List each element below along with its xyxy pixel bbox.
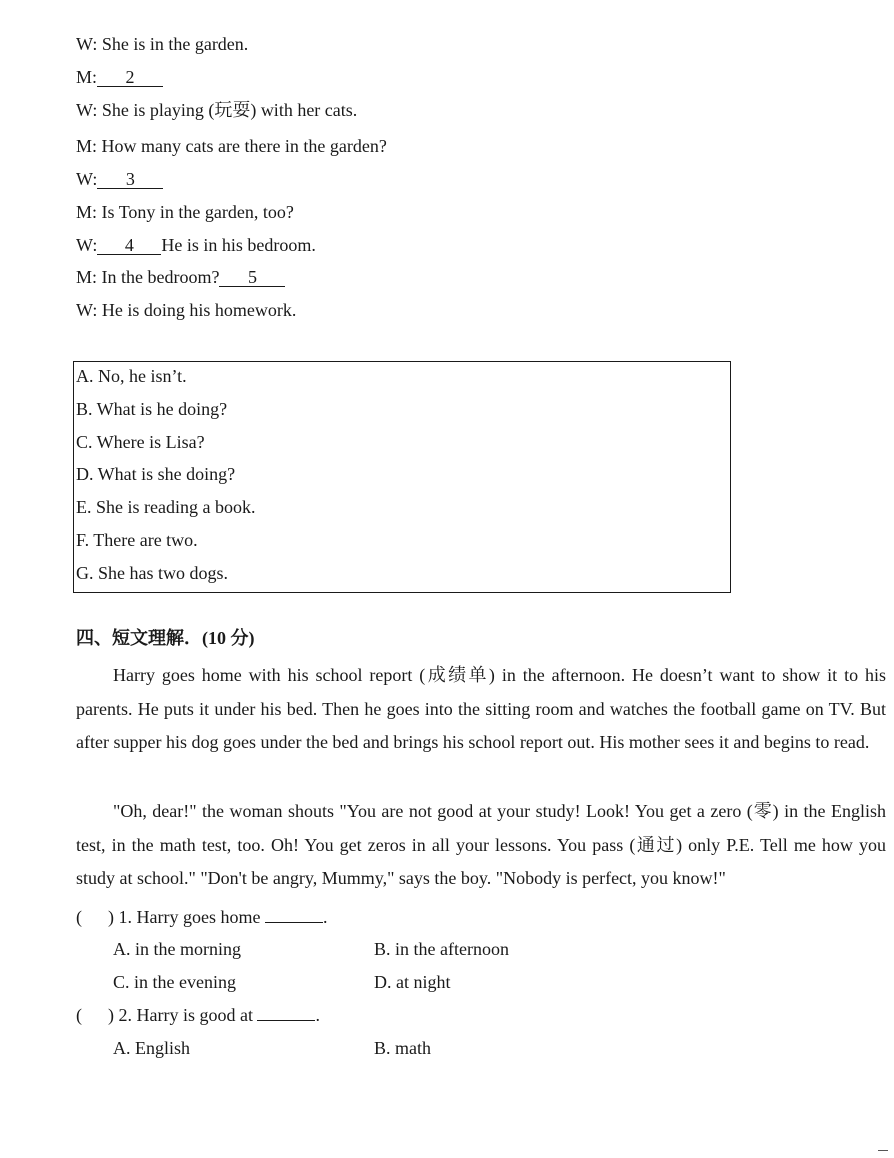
answer-paren-open: ( xyxy=(76,907,82,927)
option-b: B. What is he doing? xyxy=(76,399,228,419)
q2-choice-b[interactable]: B. math xyxy=(374,1038,431,1058)
answer-paren-close: ) xyxy=(108,907,114,927)
q1-choice-b[interactable]: B. in the afternoon xyxy=(374,939,509,959)
dialogue-line-8 xyxy=(76,267,285,287)
section-title: 四、短文理解．(10 分) xyxy=(76,628,255,648)
q1-choice-a[interactable]: A. in the morning xyxy=(113,939,241,959)
q2-choice-a[interactable]: A. English xyxy=(113,1038,191,1058)
answer-paren-open: ( xyxy=(76,1005,82,1025)
dialogue-line-9 xyxy=(76,300,296,320)
line-text: She is playing (玩耍) with her cats. xyxy=(97,100,358,120)
passage-paragraph-1: Harry goes home with his school report (成绩单) in the afternoon. He doesn’t want to show it to his parents. He puts it under his bed. Then he goes into the sitting room and watches the football game on TV. But after supper his dog goes under the bed and brings his school report out. His mother sees it and begins to read. xyxy=(76,665,886,752)
speaker: W: xyxy=(76,300,98,320)
question-stem: 2. Harry is good at xyxy=(114,1005,258,1025)
speaker: W: xyxy=(76,34,98,54)
line-text: She is in the garden. xyxy=(97,34,249,54)
question-1 xyxy=(76,906,327,928)
speaker: M: xyxy=(76,136,98,156)
speaker: W: xyxy=(76,235,98,255)
q1-choice-d[interactable]: D. at night xyxy=(374,972,451,992)
question-end: . xyxy=(315,1005,320,1025)
answer-blank-3[interactable]: 3 xyxy=(97,170,163,189)
question-end: . xyxy=(322,907,328,927)
dialogue-line-5 xyxy=(76,169,163,189)
answer-blank-2[interactable]: 2 xyxy=(97,68,163,87)
dialogue-line-3 xyxy=(76,100,357,120)
line-text: He is in his bedroom. xyxy=(161,235,316,255)
speaker: W: xyxy=(76,100,98,120)
fill-blank xyxy=(265,906,323,923)
line-text: Is Tony in the garden, too? xyxy=(97,202,294,222)
speaker: M: xyxy=(76,67,98,87)
answer-blank-4[interactable]: 4 xyxy=(97,236,161,255)
dialogue-line-6 xyxy=(76,202,294,222)
line-text: In the bedroom? xyxy=(97,267,220,287)
dialogue-line-7 xyxy=(76,235,316,255)
option-e: E. She is reading a book. xyxy=(76,497,256,517)
speaker: M: xyxy=(76,202,98,222)
speaker: M: xyxy=(76,267,98,287)
page-edge-mark xyxy=(878,1150,888,1151)
line-text: How many cats are there in the garden? xyxy=(97,136,387,156)
dialogue-line-1 xyxy=(76,34,248,54)
option-g: G. She has two dogs. xyxy=(76,563,228,583)
speaker: W: xyxy=(76,169,98,189)
question-stem: 1. Harry goes home xyxy=(114,907,265,927)
question-2 xyxy=(76,1004,320,1026)
option-f: F. There are two. xyxy=(76,530,198,550)
option-d: D. What is she doing? xyxy=(76,464,236,484)
option-c: C. Where is Lisa? xyxy=(76,432,205,452)
answer-paren-close: ) xyxy=(108,1005,114,1025)
option-a: A. No, he isn’t. xyxy=(76,366,187,386)
fill-blank xyxy=(257,1004,315,1021)
dialogue-line-2 xyxy=(76,67,163,87)
answer-blank-5[interactable]: 5 xyxy=(219,268,285,287)
dialogue-line-4 xyxy=(76,136,387,156)
line-text: He is doing his homework. xyxy=(97,300,297,320)
options-box xyxy=(73,361,731,593)
passage-paragraph-2: "Oh, dear!" the woman shouts "You are not good at your study! Look! You get a zero (零) in the English test, in the math test, too. Oh! You get zeros in all your lessons. You pass (通过) only P.E. Tell me how you study at school." "Don't be angry, Mummy," says the boy. "Nobody is perfect, you know!" xyxy=(76,801,886,888)
q1-choice-c[interactable]: C. in the evening xyxy=(113,972,236,992)
